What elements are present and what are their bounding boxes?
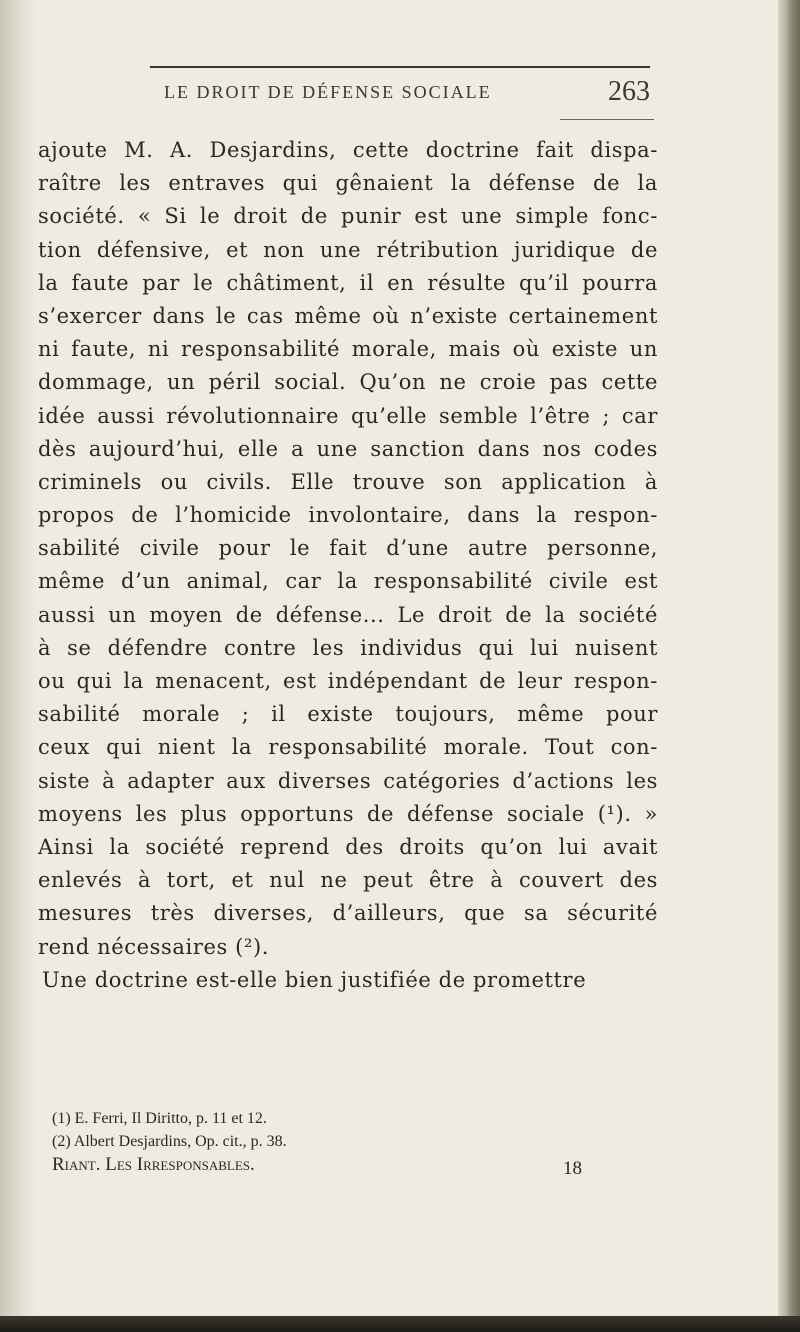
page-number: 263	[608, 76, 650, 107]
text-line: la faute par le châtiment, il en résulte qu’il pourra	[38, 270, 658, 295]
footnote: (2) Albert Desjardins, Op. cit., p. 38.	[52, 1133, 287, 1150]
scan-bottom-edge	[0, 1316, 800, 1332]
header-rule	[150, 66, 650, 68]
text-line: raître les entraves qui gênaient la défense de la	[38, 171, 658, 196]
text-line: Ainsi la société reprend des droits qu’on lui avait	[38, 834, 658, 859]
text-line: sabilité civile pour le fait d’une autre personne,	[38, 536, 658, 561]
page-number-rule	[560, 119, 654, 120]
footnotes	[52, 1107, 612, 1153]
text-line: sabilité morale ; il existe toujours, même pour	[38, 702, 658, 727]
signature-mark: 18	[563, 1158, 582, 1179]
text-line: dommage, un péril social. Qu’on ne croie pas cette	[38, 370, 658, 395]
text-line: criminels ou civils. Elle trouve son application à	[38, 469, 658, 494]
text-line: s’exercer dans le cas même où n’existe certainement	[38, 303, 658, 328]
text-line: à se défendre contre les individus qui lui nuisent	[38, 635, 658, 660]
footnote: (1) E. Ferri, Il Diritto, p. 11 et 12.	[52, 1110, 267, 1127]
text-line: ajoute M. A. Desjardins, cette doctrine fait dispa-	[38, 138, 658, 162]
signature-text: Riant. Les Irresponsables.	[52, 1154, 255, 1175]
page-gutter-shadow	[0, 0, 36, 1332]
text-line: société. « Si le droit de punir est une simple fonc-	[38, 204, 658, 229]
text-line: aussi un moyen de défense... Le droit de la société	[38, 602, 658, 627]
text-line: rend nécessaires (²).	[38, 934, 270, 959]
text-line: propos de l’homicide involontaire, dans la respon-	[38, 503, 658, 528]
text-line: ni faute, ni responsabilité morale, mais où existe un	[38, 337, 658, 362]
page-edge	[778, 0, 800, 1332]
text-line: idée aussi révolutionnaire qu’elle semble l’être ; car	[38, 403, 658, 428]
text-line: enlevés à tort, et nul ne peut être à couvert des	[38, 868, 658, 893]
body-text	[38, 134, 658, 997]
text-line: ou qui la menacent, est indépendant de leur respon-	[38, 669, 658, 693]
text-line: dès aujourd’hui, elle a une sanction dans nos codes	[38, 436, 658, 461]
text-line: ceux qui nient la responsabilité morale. Tout con-	[38, 735, 658, 760]
text-line: siste à adapter aux diverses catégories d’actions les	[38, 768, 658, 793]
text-line: tion défensive, et non une rétribution juridique de	[38, 237, 658, 262]
running-head	[150, 76, 650, 112]
running-title: LE DROIT DE DÉFENSE SOCIALE	[164, 82, 492, 102]
text-line: mesures très diverses, d’ailleurs, que sa sécurité	[38, 901, 658, 926]
text-line: même d’un animal, car la responsabilité civile est	[38, 569, 658, 594]
text-line: Une doctrine est-elle bien justifiée de promettre	[42, 967, 587, 992]
printer-signature	[52, 1154, 582, 1182]
text-line: moyens les plus opportuns de défense sociale (¹). »	[38, 801, 658, 826]
